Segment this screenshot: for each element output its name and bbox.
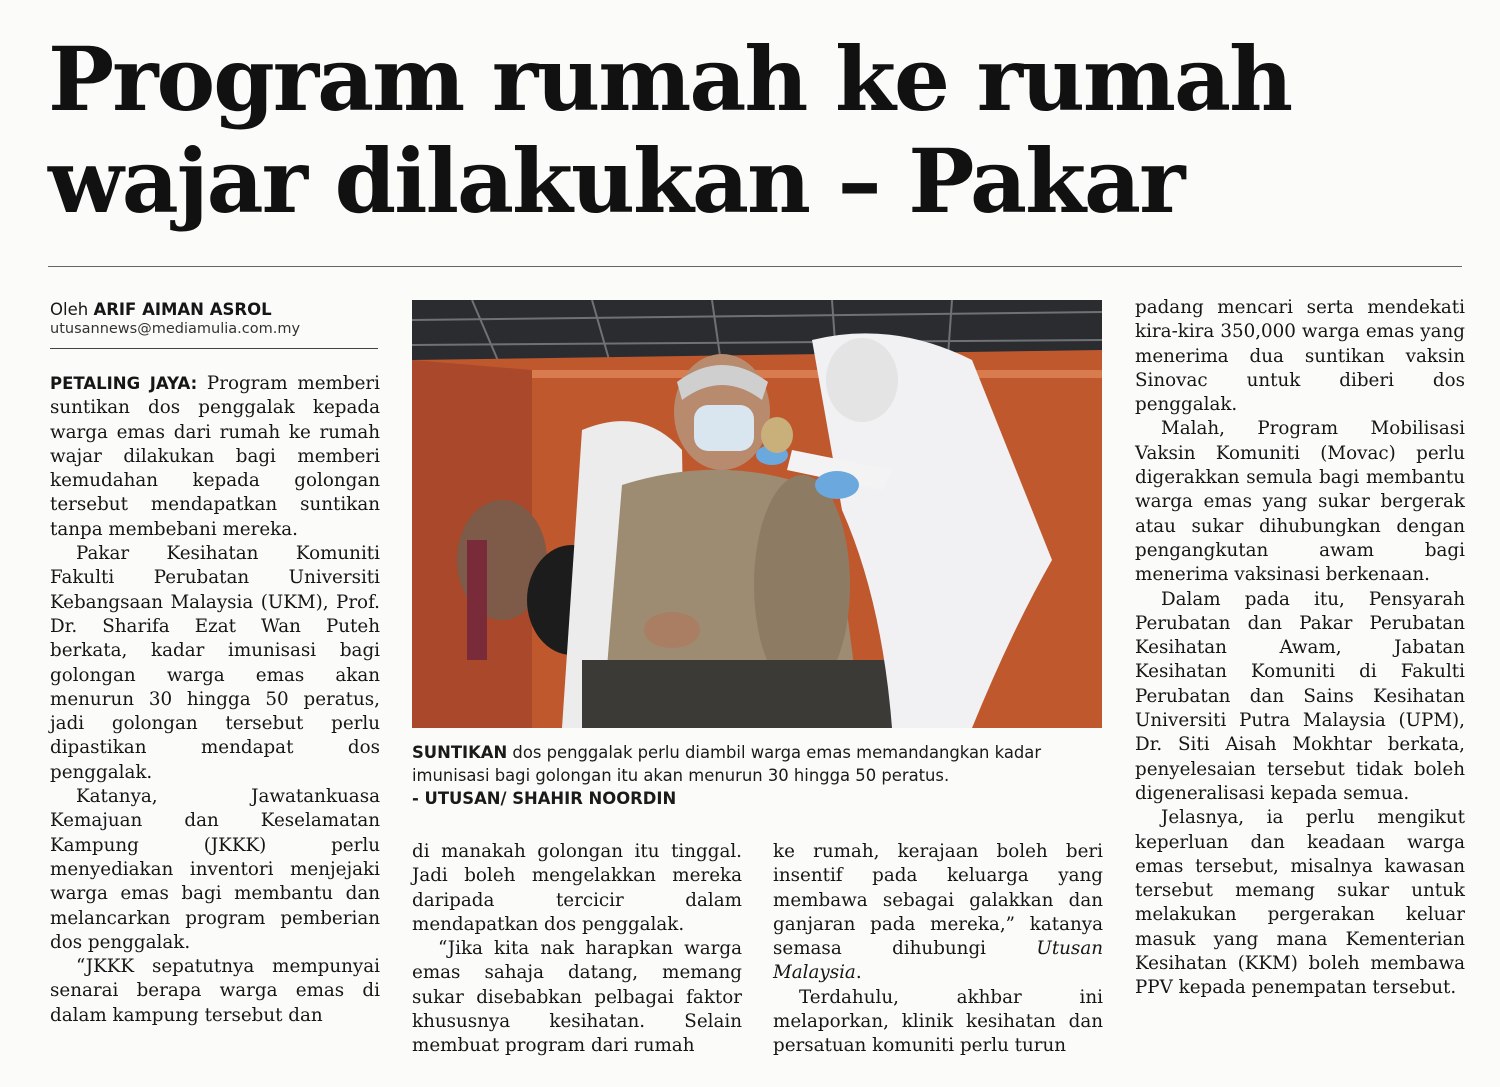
paragraph: Katanya, Jawatankuasa Kemajuan dan Keselamatan Kampung (JKKK) perlu menyediakan inventori menjejaki warga emas bagi membantu dan melancarkan program pemberian dos penggalak. [50,786,380,953]
paragraph: Pakar Kesihatan Komuniti Fakulti Perubatan Universiti Kebangsaan Malaysia (UKM), Prof. Dr. Sharifa Ezat Wan Puteh berkata, kadar imunisasi bagi golongan warga emas akan menurun 30 hingga 50 peratus, jadi golongan tersebut perlu dipastikan mendapat dos penggalak. [50,543,380,783]
byline-divider [50,348,378,349]
article-column-4 [1135,296,1465,1001]
paragraph: Malah, Program Mobilisasi Vaksin Komuniti (Movac) perlu digerakkan semula bagi membantu warga emas yang sukar bergerak atau sukar dihubungkan dengan pengangkutan awam bagi menerima vaksinasi berkenaan. [1135,418,1465,586]
paragraph [773,840,1103,986]
photo-caption [412,741,1112,810]
byline-email: utusannews@mediamulia.com.my [50,321,301,337]
news-photo [412,300,1102,728]
newspaper-name: Utusan Malaysia [773,938,1103,984]
paragraph: Dalam pada itu, Pensyarah Perubatan dan Pakar Perubatan Kesihatan Awam, Jabatan Kesihatan Komuniti di Fakulti Perubatan dan Sains Kesihatan Universiti Putra Malaysia (UPM), Dr. Siti Aisah Mokhtar berkata, penyelesaian tersebut tidak boleh digeneralisasi kepada semua. [1135,588,1465,804]
byline-prefix: Oleh [50,300,94,319]
article-column-3 [773,840,1103,1059]
paragraph: “JKKK sepatutnya mempunyai senarai berapa warga emas di dalam kampung tersebut dan [50,956,380,1026]
paragraph-text: Program memberi suntikan dos penggalak kepada warga emas dari rumah ke rumah wajar dilakukan bagi memberi kemudahan kepada golongan tersebut mendapatkan suntikan tanpa membebani mereka. [50,373,380,540]
paragraph-text: ke rumah, kerajaan boleh beri insentif pada keluarga yang membawa sebagai galakkan dan ganjaran pada mereka,” katanya semasa dihubungi [773,841,1103,960]
paragraph: di manakah golongan itu tinggal. Jadi boleh mengelakkan mereka daripada tercicir dalam mendapatkan dos penggalak. [412,841,742,935]
paragraph: padang mencari serta mendekati kira-kira 350,000 warga emas yang menerima dua suntikan vaksin Sinovac untuk diberi dos penggalak. [1135,297,1465,416]
paragraph [50,372,380,542]
author-name: ARIF AIMAN ASROL [93,300,272,319]
byline-author [50,300,380,320]
article-column-2 [412,840,742,1059]
paragraph: Terdahulu, akhbar ini melaporkan, klinik kesihatan dan persatuan komuniti perlu turun [773,986,1103,1057]
photo-credit: - UTUSAN/ SHAHIR NOORDIN [412,789,677,808]
headline: Program rumah ke rumah wajar dilakukan – Pakar [48,27,1292,233]
paragraph: Jelasnya, ia perlu mengikut keperluan dan keadaan warga emas tersebut, misalnya kawasan tersebut memang sukar untuk melakukan pergerakan keluar masuk yang mana Kementerian Kesihatan (KKM) boleh membawa PPV kepada penempatan tersebut. [1135,807,1465,999]
caption-body: dos penggalak perlu diambil warga emas memandangkan kadar imunisasi bagi golongan itu akan menurun 30 hingga 50 peratus. [412,743,1042,785]
caption-lead: SUNTIKAN [412,743,508,762]
dateline: PETALING JAYA: [50,374,198,393]
byline [50,300,380,339]
paragraph-text: . [855,962,862,984]
headline-divider [48,266,1462,267]
article-column-1 [50,372,380,1028]
paragraph: “Jika kita nak harapkan warga emas sahaja datang, memang sukar disebabkan pelbagai faktor khususnya kesihatan. Selain membuat program dari rumah [412,938,742,1057]
